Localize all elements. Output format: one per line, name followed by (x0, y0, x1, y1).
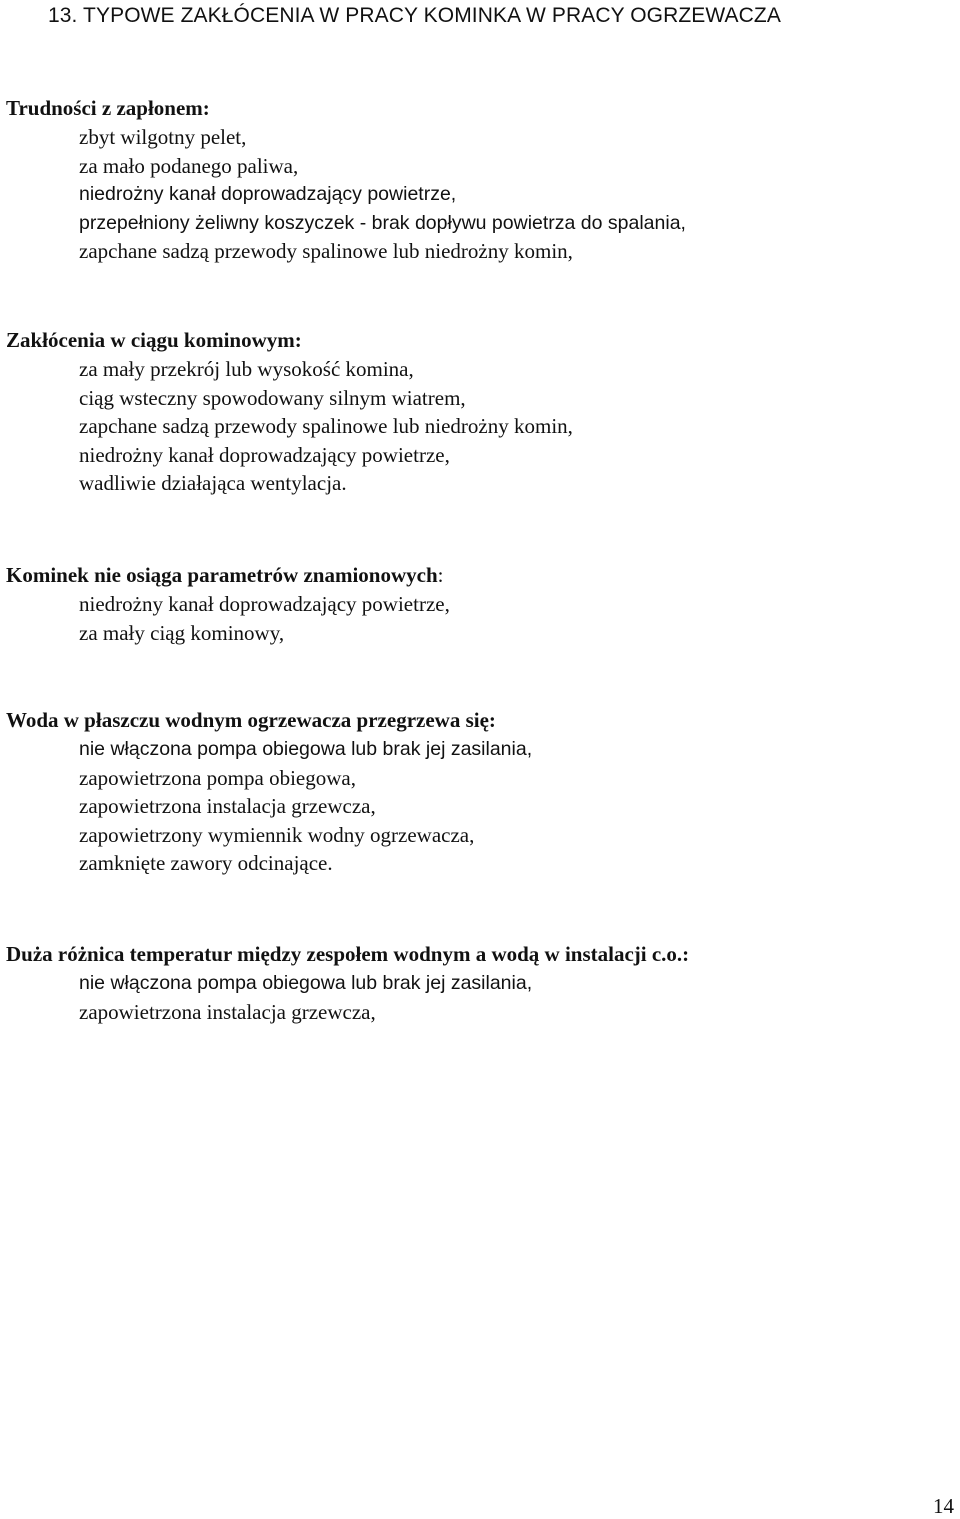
section-rated-parameters (6, 561, 956, 647)
cause-list (6, 590, 956, 647)
section-heading (6, 706, 956, 735)
list-item: zapchane sadzą przewody spalinowe lub niedrożny komin, (79, 239, 573, 264)
list-item: za mały przekrój lub wysokość komina, (79, 357, 414, 381)
list-item: nie włączona pompa obiegowa lub brak jej zasilania, (79, 972, 533, 994)
section-heading-text: Duża różnica temperatur między zespołem wodnym a wodą w instalacji c.o.: (6, 942, 690, 966)
list-item: zamknięte zawory odcinające. (79, 851, 333, 876)
section-heading (6, 94, 956, 123)
list-item: za mały ciąg kominowy, (79, 620, 285, 645)
section-heading-text: Woda w płaszczu wodnym ogrzewacza przegrzewa się: (6, 708, 496, 732)
section-heading-text: Kominek nie osiąga parametrów znamionowych (6, 563, 438, 587)
list-item: zapowietrzona instalacja grzewcza, (79, 794, 376, 819)
section-chimney-draft-disturbances (6, 326, 956, 498)
section-heading-suffix: : (437, 563, 444, 587)
list-item: zapowietrzony wymiennik wodny ogrzewacza, (79, 822, 475, 847)
list-item: nie włączona pompa obiegowa lub brak jej zasilania, (79, 738, 533, 760)
list-item: przepełniony żeliwny koszyczek - brak dopływu powietrza do spalania, (79, 211, 686, 234)
page-title: 13. TYPOWE ZAKŁÓCENIA W PRACY KOMINKA W PRACY OGRZEWACZA (48, 4, 781, 27)
section-heading (6, 326, 956, 355)
list-item: zapchane sadzą przewody spalinowe lub niedrożny komin, (79, 414, 573, 439)
list-item: niedrożny kanał doprowadzający powietrze, (79, 442, 450, 467)
section-water-overheating (6, 706, 956, 878)
list-item: za mało podanego paliwa, (79, 153, 299, 178)
list-item: zapowietrzona pompa obiegowa, (79, 765, 356, 790)
section-temperature-difference (6, 940, 956, 1026)
section-heading-text: Trudności z zapłonem: (6, 96, 210, 120)
page-number: 14 (933, 1494, 954, 1518)
cause-list (6, 969, 956, 1026)
section-ignition-problems (6, 94, 956, 266)
section-heading (6, 561, 956, 590)
list-item: wadliwie działająca wentylacja. (79, 471, 347, 496)
list-item: niedrożny kanał doprowadzający powietrze, (79, 592, 450, 616)
list-item: zapowietrzona instalacja grzewcza, (79, 999, 376, 1024)
list-item: zbyt wilgotny pelet, (79, 125, 247, 149)
list-item: ciąg wsteczny spowodowany silnym wiatrem, (79, 385, 466, 410)
list-item: niedrożny kanał doprowadzający powietrze, (79, 183, 457, 206)
cause-list (6, 355, 956, 498)
cause-list (6, 123, 956, 266)
section-heading-text: Zakłócenia w ciągu kominowym: (6, 328, 302, 352)
section-heading (6, 940, 956, 969)
cause-list (6, 735, 956, 878)
